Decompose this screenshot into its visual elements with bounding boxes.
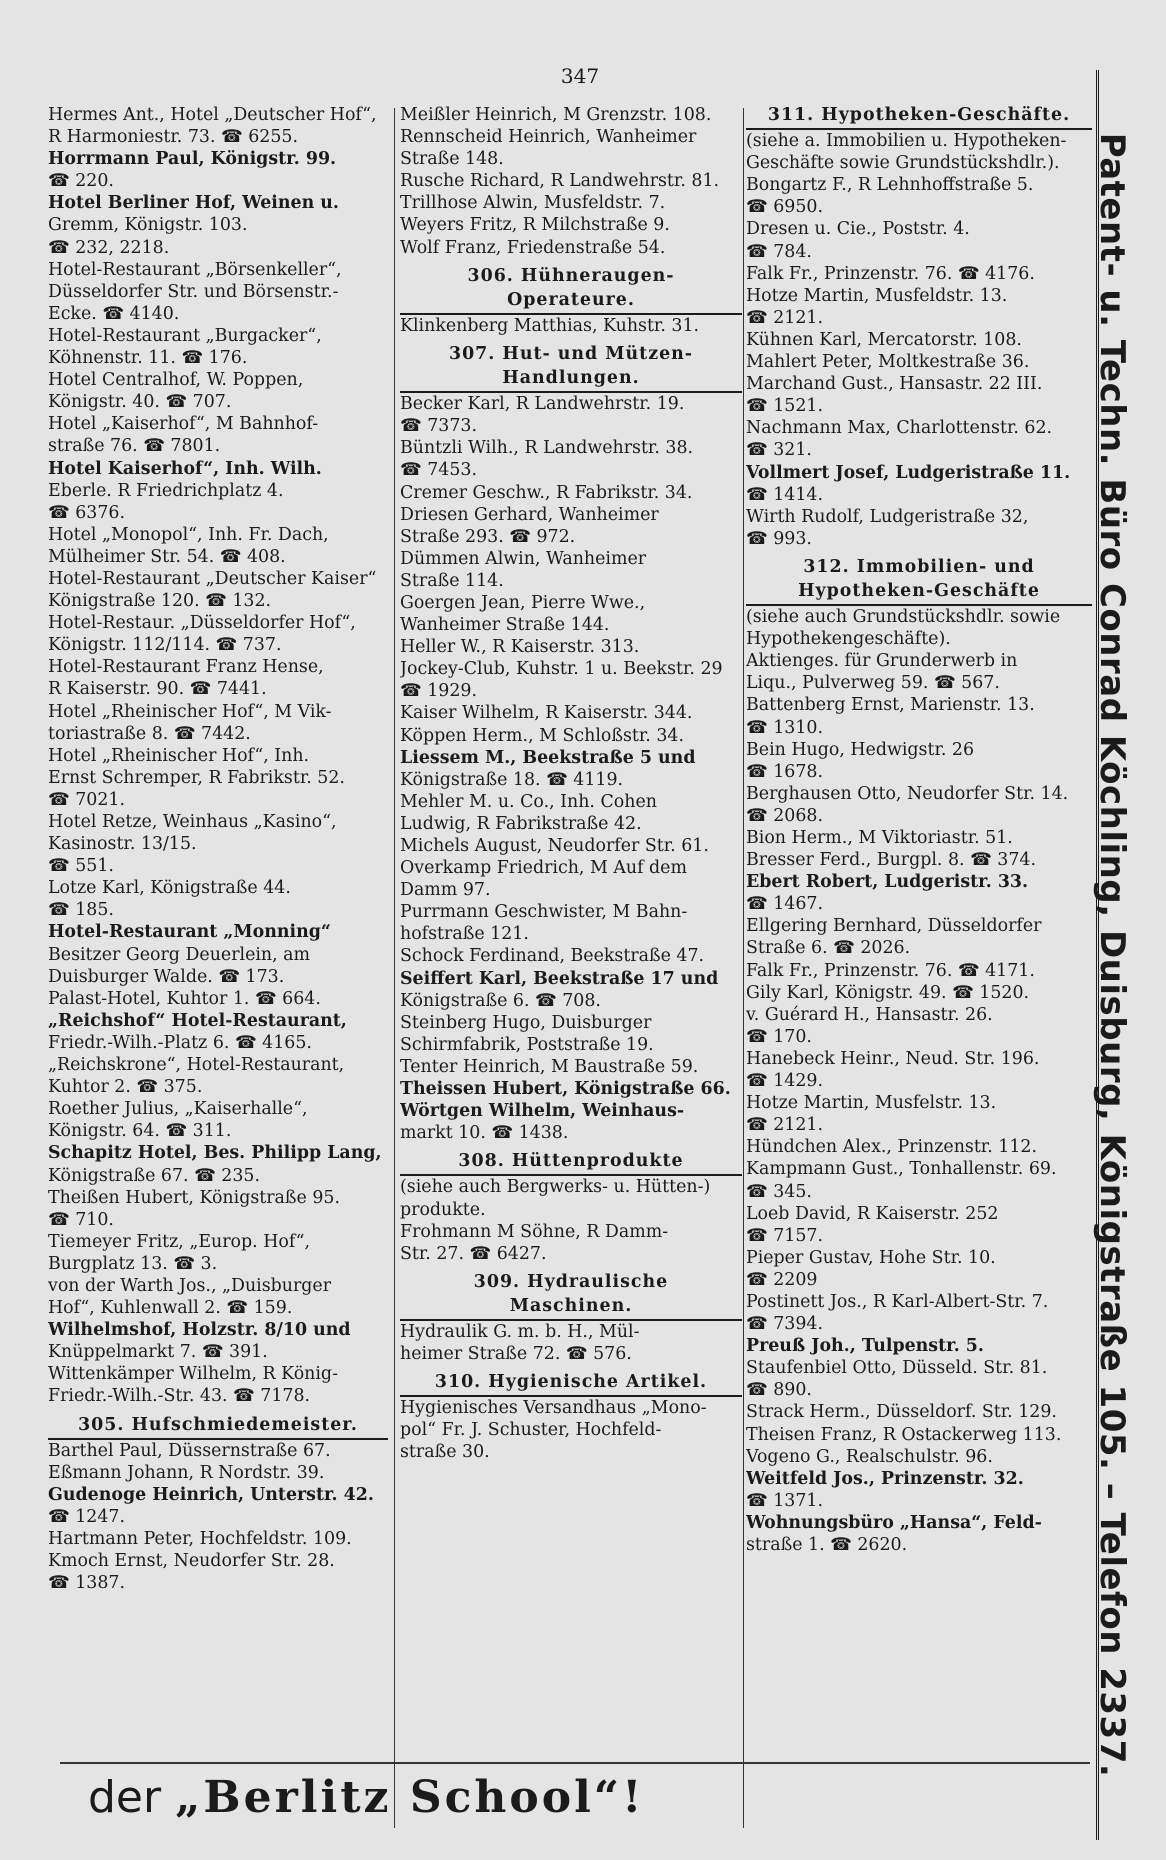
directory-line: markt 10. ☎ 1438. <box>400 1123 569 1144</box>
column-divider <box>743 108 744 1828</box>
directory-line: Wittenkämper Wilhelm, R König- <box>48 1364 338 1385</box>
directory-line: Dümmen Alwin, Wanheimer <box>400 548 647 569</box>
directory-line: ☎ 6950. <box>746 197 823 218</box>
directory-line: Frohmann M Söhne, R Damm- <box>400 1221 669 1242</box>
directory-line: Kuhtor 2. ☎ 375. <box>48 1077 203 1098</box>
directory-line: Overkamp Friedrich, M Auf dem <box>400 858 687 879</box>
directory-line: Hotel-Restaurant „Deutscher Kaiser“ <box>48 568 377 589</box>
section-heading: 306. Hühneraugen- <box>467 265 675 286</box>
section-heading: 307. Hut- und Mützen- <box>448 343 694 364</box>
directory-line: Hotze Martin, Musfelstr. 13. <box>746 1093 997 1114</box>
directory-line: Theißen Hubert, Königstraße 95. <box>48 1187 341 1208</box>
directory-line: Pieper Gustav, Hohe Str. 10. <box>746 1247 996 1268</box>
directory-line: R Harmoniestr. 73. ☎ 6255. <box>48 127 299 148</box>
directory-line: Goergen Jean, Pierre Wwe., <box>400 592 646 613</box>
directory-line: Jockey-Club, Kuhstr. 1 u. Beekstr. 29 <box>400 659 723 680</box>
directory-line: Friedr.-Wilh.-Platz 6. ☎ 4165. <box>48 1032 312 1053</box>
section-heading: 309. Hydraulische <box>473 1271 669 1292</box>
directory-line: Cremer Geschw., R Fabrikstr. 34. <box>400 482 693 503</box>
directory-line: ☎ 1467. <box>746 894 823 915</box>
directory-line: ☎ 784. <box>746 241 812 262</box>
section-heading: 312. Immobilien- und <box>803 556 1035 577</box>
section-heading: Operateure. <box>400 289 742 315</box>
directory-line: ☎ 1371. <box>746 1490 823 1511</box>
directory-column-2 <box>400 104 742 1829</box>
directory-line: Hydraulik G. m. b. H., Mül- <box>400 1321 640 1342</box>
directory-line: ☎ 1414. <box>746 484 823 505</box>
directory-line: Steinberg Hugo, Duisburger <box>400 1012 652 1033</box>
directory-line: ☎ 1387. <box>48 1573 125 1594</box>
directory-line: Hotel-Restaur. „Düsseldorfer Hof“, <box>48 613 356 634</box>
directory-line: Hotel-Restaurant Franz Hense, <box>48 657 324 678</box>
directory-entry-bold: Seiffert Karl, Beekstraße 17 und <box>400 968 719 989</box>
directory-line: Bein Hugo, Hedwigstr. 26 <box>746 739 975 760</box>
directory-line: „Reichskrone“, Hotel-Restaurant, <box>48 1055 345 1076</box>
directory-line: ☎ 170. <box>746 1026 812 1047</box>
directory-line: ☎ 185. <box>48 900 114 921</box>
directory-line: ☎ 232, 2218. <box>48 237 170 258</box>
directory-line: Tenter Heinrich, M Baustraße 59. <box>400 1056 699 1077</box>
directory-line: ☎ 1429. <box>746 1071 823 1092</box>
directory-line: Hotel-Restaurant „Burgacker“, <box>48 325 322 346</box>
directory-line: ☎ 1929. <box>400 681 477 702</box>
directory-line: Bion Herm., M Viktoriastr. 51. <box>746 828 1013 848</box>
directory-entry-bold: Preuß Joh., Tulpenstr. 5. <box>746 1336 984 1357</box>
section-heading: Handlungen. <box>400 367 742 393</box>
directory-line: Geschäfte sowie Grundstückshdlr.). <box>746 153 1060 174</box>
directory-line: Hotel-Restaurant „Börsenkeller“, <box>48 259 342 280</box>
directory-line: Hotze Martin, Musfeldstr. 13. <box>746 285 1008 306</box>
directory-line: Weyers Fritz, R Milchstraße 9. <box>400 215 670 236</box>
directory-line: Köppen Herm., M Schloßstr. 34. <box>400 725 684 746</box>
directory-line: Damm 97. <box>400 880 491 901</box>
directory-line: Mahlert Peter, Moltkestraße 36. <box>746 352 1030 373</box>
directory-line: Meißler Heinrich, M Grenzstr. 108. <box>400 105 712 125</box>
directory-line: Hotel „Kaiserhof“, M Bahnhof- <box>48 414 319 435</box>
column-divider <box>394 108 395 1828</box>
directory-line: heimer Straße 72. ☎ 576. <box>400 1344 632 1365</box>
footer-brand: „Berlitz School“! <box>175 1772 645 1823</box>
directory-line: Theisen Franz, R Ostackerweg 113. <box>746 1424 1062 1445</box>
directory-line: Hotel „Rheinischer Hof“, Inh. <box>48 745 310 766</box>
directory-entry-bold: Wörtgen Wilhelm, Weinhaus- <box>400 1101 685 1122</box>
directory-line: Wolf Franz, Friedenstraße 54. <box>400 237 666 258</box>
directory-line: Lotze Karl, Königstraße 44. <box>48 878 291 899</box>
directory-line: Gremm, Königstr. 103. <box>48 215 248 236</box>
directory-line: Kasinostr. 13/15. <box>48 834 197 855</box>
directory-line: Nachmann Max, Charlottenstr. 62. <box>746 418 1053 439</box>
directory-line: Düsseldorfer Str. und Börsenstr.- <box>48 281 339 302</box>
directory-line: Hanebeck Heinr., Neud. Str. 196. <box>746 1048 1040 1069</box>
directory-line: Straße 114. <box>400 570 504 591</box>
directory-line: Königstraße 18. ☎ 4119. <box>400 769 624 790</box>
footer-lead: der <box>88 1772 162 1823</box>
directory-line: ☎ 1310. <box>746 717 823 738</box>
directory-line: R Kaiserstr. 90. ☎ 7441. <box>48 679 267 700</box>
directory-line: Königstraße 67. ☎ 235. <box>48 1165 261 1186</box>
directory-line: Mülheimer Str. 54. ☎ 408. <box>48 546 286 567</box>
directory-line: Kmoch Ernst, Neudorfer Str. 28. <box>48 1551 335 1572</box>
directory-line: ☎ 1678. <box>746 761 823 782</box>
directory-line: ☎ 7394. <box>746 1314 823 1335</box>
directory-line: Königstraße 6. ☎ 708. <box>400 990 601 1011</box>
directory-line: straße 1. ☎ 2620. <box>746 1535 908 1555</box>
directory-line: ☎ 551. <box>48 856 114 877</box>
directory-line: Falk Fr., Prinzenstr. 76. ☎ 4171. <box>746 960 1035 981</box>
directory-line: ☎ 1247. <box>48 1506 125 1527</box>
directory-line: Kaiser Wilhelm, R Kaiserstr. 344. <box>400 703 693 724</box>
footer-rule <box>60 1762 1090 1764</box>
directory-entry-bold: Vollmert Josef, Ludgeristraße 11. <box>746 462 1071 483</box>
directory-line: Duisburger Walde. ☎ 173. <box>48 966 285 987</box>
directory-line: Ecke. ☎ 4140. <box>48 303 180 324</box>
directory-line: (siehe auch Bergwerks- u. Hütten-) <box>400 1177 711 1198</box>
directory-line: Hof“, Kuhlenwall 2. ☎ 159. <box>48 1298 293 1319</box>
footer-advertisement <box>88 1768 644 1828</box>
directory-column-1 <box>48 104 388 1829</box>
directory-line: Ernst Schremper, R Fabrikstr. 52. <box>48 767 345 788</box>
directory-line: (siehe a. Immobilien u. Hypotheken- <box>746 131 1067 152</box>
directory-entry-bold: Theissen Hubert, Königstraße 66. <box>400 1079 731 1100</box>
directory-line: Str. 27. ☎ 6427. <box>400 1243 547 1264</box>
directory-line: Tiemeyer Fritz, „Europ. Hof“, <box>48 1231 311 1252</box>
directory-line: ☎ 1521. <box>746 396 823 417</box>
directory-entry-bold: Schapitz Hotel, Bes. Philipp Lang, <box>48 1143 382 1164</box>
directory-line: Besitzer Georg Deuerlein, am <box>48 944 311 965</box>
directory-line: Straße 6. ☎ 2026. <box>746 938 911 959</box>
directory-line: Trillhose Alwin, Musfeldstr. 7. <box>400 193 666 214</box>
directory-entry-bold: Gudenoge Heinrich, Unterstr. 42. <box>48 1484 374 1505</box>
directory-entry-bold: Weitfeld Jos., Prinzenstr. 32. <box>746 1468 1024 1489</box>
directory-line: Berghausen Otto, Neudorfer Str. 14. <box>746 783 1069 804</box>
directory-line: Hypothekengeschäfte). <box>746 629 951 650</box>
section-heading: 308. Hüttenprodukte <box>400 1150 742 1176</box>
directory-line: Heller W., R Kaiserstr. 313. <box>400 637 640 658</box>
directory-line: ☎ 7021. <box>48 789 125 810</box>
directory-line: straße 30. <box>400 1442 490 1463</box>
directory-entry-bold: „Reichshof“ Hotel-Restaurant, <box>48 1010 347 1031</box>
directory-line: Hotel „Monopol“, Inh. Fr. Dach, <box>48 524 329 545</box>
section-heading: 310. Hygienische Artikel. <box>400 1371 742 1397</box>
directory-line: Falk Fr., Prinzenstr. 76. ☎ 4176. <box>746 263 1035 284</box>
directory-line: Strack Herm., Düsseldorf. Str. 129. <box>746 1402 1057 1423</box>
directory-line: ☎ 890. <box>746 1380 812 1401</box>
directory-line: Straße 148. <box>400 149 504 170</box>
directory-line: Friedr.-Wilh.-Str. 43. ☎ 7178. <box>48 1386 311 1407</box>
directory-line: Marchand Gust., Hansastr. 22 III. <box>746 374 1043 395</box>
directory-line: Ellgering Bernhard, Düsseldorfer <box>746 916 1042 937</box>
directory-line: Dresen u. Cie., Poststr. 4. <box>746 219 970 240</box>
directory-line: Rusche Richard, R Landwehrstr. 81. <box>400 171 720 192</box>
directory-line: Bongartz F., R Lehnhoffstraße 5. <box>746 175 1034 196</box>
directory-line: ☎ 2068. <box>746 805 823 826</box>
directory-line: ☎ 710. <box>48 1209 114 1230</box>
directory-line: Vogeno G., Realschulstr. 96. <box>746 1446 993 1467</box>
directory-line: Schock Ferdinand, Beekstraße 47. <box>400 946 705 967</box>
directory-line: ☎ 7373. <box>400 416 477 437</box>
directory-line: Hotel „Rheinischer Hof“, M Vik- <box>48 701 332 722</box>
directory-line: Bresser Ferd., Burgpl. 8. ☎ 374. <box>746 850 1037 871</box>
directory-line: Mehler M. u. Co., Inh. Cohen <box>400 791 657 812</box>
directory-line: Palast-Hotel, Kuhtor 1. ☎ 664. <box>48 988 321 1009</box>
directory-line: Büntzli Wilh., R Landwehrstr. 38. <box>400 438 694 459</box>
page-number: 347 <box>560 64 600 88</box>
directory-line: ☎ 2121. <box>746 1115 823 1136</box>
directory-line: Königstr. 112/114. ☎ 737. <box>48 635 282 656</box>
directory-line: Eberle. R Friedrichplatz 4. <box>48 480 284 501</box>
directory-line: ☎ 6376. <box>48 502 125 523</box>
directory-line: ☎ 321. <box>746 440 812 461</box>
directory-line: ☎ 2121. <box>746 307 823 328</box>
directory-entry-bold: Liessem M., Beekstraße 5 und <box>400 747 696 768</box>
directory-line: ☎ 345. <box>746 1181 812 1202</box>
directory-line: Schirmfabrik, Poststraße 19. <box>400 1034 654 1055</box>
directory-line: Staufenbiel Otto, Düsseld. Str. 81. <box>746 1358 1048 1379</box>
directory-line: Gily Karl, Königstr. 49. ☎ 1520. <box>746 982 1030 1003</box>
section-heading: Maschinen. <box>400 1295 742 1321</box>
directory-line: Hygienisches Versandhaus „Mono- <box>400 1398 707 1419</box>
directory-line: Aktienges. für Grunderwerb in <box>746 651 1018 672</box>
directory-entry-bold: Hotel Berliner Hof, Weinen u. <box>48 193 339 214</box>
directory-line: Klinkenberg Matthias, Kuhstr. 31. <box>400 315 700 336</box>
directory-line: toriastraße 8. ☎ 7442. <box>48 723 251 744</box>
directory-line: v. Guérard H., Hansastr. 26. <box>746 1004 993 1025</box>
directory-line: Straße 293. ☎ 972. <box>400 526 576 547</box>
directory-line: pol“ Fr. J. Schuster, Hochfeld- <box>400 1420 662 1441</box>
directory-line: Hotel Centralhof, W. Poppen, <box>48 370 304 391</box>
directory-line: Kühnen Karl, Mercatorstr. 108. <box>746 329 1022 350</box>
directory-line: Hotel Retze, Weinhaus „Kasino“, <box>48 812 337 832</box>
section-heading: Hypotheken-Geschäfte <box>746 580 1092 606</box>
directory-line: Kampmann Gust., Tonhallenstr. 69. <box>746 1159 1057 1180</box>
directory-line: Königstr. 64. ☎ 311. <box>48 1121 232 1142</box>
directory-line: hofstraße 121. <box>400 924 529 945</box>
directory-line: Knüppelmarkt 7. ☎ 391. <box>48 1342 268 1363</box>
directory-line: Michels August, Neudorfer Str. 61. <box>400 836 709 856</box>
directory-entry-bold: Wohnungsbüro „Hansa“, Feld- <box>746 1512 1042 1533</box>
directory-line: produkte. <box>400 1199 486 1220</box>
directory-entry-bold: Ebert Robert, Ludgeristr. 33. <box>746 872 1029 893</box>
directory-line: Hermes Ant., Hotel „Deutscher Hof“, <box>48 105 377 125</box>
directory-line: Liqu., Pulverweg 59. ☎ 567. <box>746 673 1000 694</box>
directory-line: Wanheimer Straße 144. <box>400 615 610 636</box>
directory-line: Königstraße 120. ☎ 132. <box>48 591 272 612</box>
directory-line: ☎ 7453. <box>400 460 477 481</box>
directory-line: Loeb David, R Kaiserstr. 252 <box>746 1203 999 1224</box>
section-heading: 311. Hypotheken-Geschäfte. <box>746 104 1092 130</box>
directory-column-3 <box>746 104 1092 1829</box>
directory-line: ☎ 2209 <box>746 1269 818 1290</box>
directory-line: Königstr. 40. ☎ 707. <box>48 392 232 413</box>
directory-entry-bold: Hotel-Restaurant „Monning“ <box>48 922 331 943</box>
directory-line: Driesen Gerhard, Wanheimer <box>400 504 659 525</box>
directory-line: Köhnenstr. 11. ☎ 176. <box>48 348 248 369</box>
directory-line: ☎ 220. <box>48 171 114 192</box>
sidebar-advertisement: Patent- u. Techn. Büro Conrad Köchling, Duisburg, Königstraße 105. – Telefon 2337. <box>1092 132 1132 1778</box>
directory-line: Rennscheid Heinrich, Wanheimer <box>400 127 697 148</box>
directory-entry-bold: Hotel Kaiserhof“, Inh. Wilh. <box>48 458 322 479</box>
directory-line: straße 76. ☎ 7801. <box>48 436 221 457</box>
section-heading: 305. Hufschmiedemeister. <box>48 1414 388 1440</box>
directory-line: Hartmann Peter, Hochfeldstr. 109. <box>48 1529 352 1549</box>
directory-line: Eßmann Johann, R Nordstr. 39. <box>48 1462 325 1483</box>
directory-entry-bold: Wilhelmshof, Holzstr. 8/10 und <box>48 1320 351 1341</box>
directory-line: Roether Julius, „Kaiserhalle“, <box>48 1099 308 1120</box>
directory-line: Barthel Paul, Düssernstraße 67. <box>48 1440 331 1461</box>
directory-line: Ludwig, R Fabrikstraße 42. <box>400 813 642 834</box>
directory-line: ☎ 7157. <box>746 1225 823 1246</box>
directory-line: von der Warth Jos., „Duisburger <box>48 1275 332 1296</box>
directory-entry-bold: Horrmann Paul, Königstr. 99. <box>48 149 337 170</box>
directory-line: Burgplatz 13. ☎ 3. <box>48 1253 218 1274</box>
directory-line: Hündchen Alex., Prinzenstr. 112. <box>746 1137 1037 1158</box>
directory-line: Wirth Rudolf, Ludgeristraße 32, <box>746 506 1029 527</box>
directory-line: Postinett Jos., R Karl-Albert-Str. 7. <box>746 1291 1049 1312</box>
directory-line: (siehe auch Grundstückshdlr. sowie <box>746 607 1061 628</box>
directory-line: ☎ 993. <box>746 528 812 549</box>
directory-line: Becker Karl, R Landwehrstr. 19. <box>400 394 685 415</box>
directory-line: Battenberg Ernst, Marienstr. 13. <box>746 695 1035 716</box>
directory-line: Purrmann Geschwister, M Bahn- <box>400 902 688 923</box>
